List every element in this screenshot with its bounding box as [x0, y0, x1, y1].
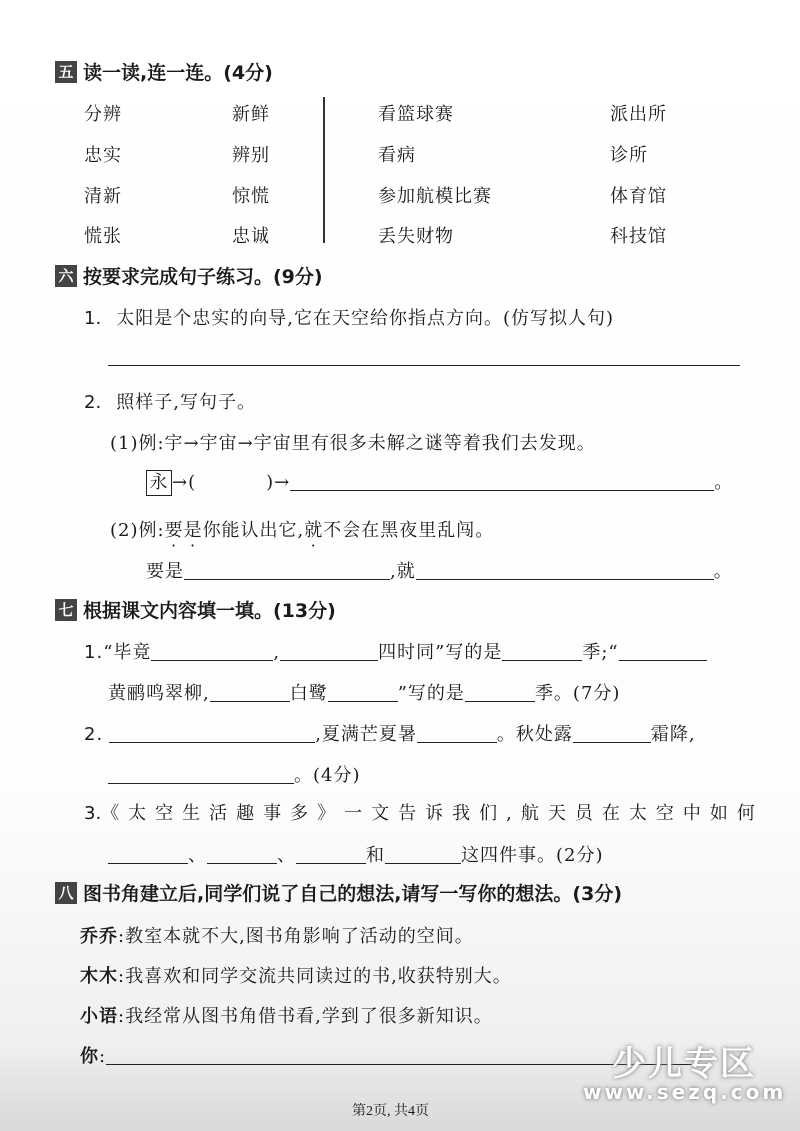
s8-name-qiaoqiao: 乔乔: [80, 926, 118, 947]
s6-ex2-blank-1[interactable]: [184, 561, 390, 580]
s7-q3-blank-3[interactable]: [296, 845, 366, 864]
s6-ex2-dotted-shi: 是: [183, 520, 203, 541]
s7-q1-text-d: 季;“: [582, 642, 619, 663]
s7-q2-text-a: ,夏满芒夏暑: [315, 724, 417, 745]
section-8-title: 图书角建立后,同学们说了自己的想法,请写一写你的想法。(3分): [83, 883, 623, 905]
s8-text-mumu: :我喜欢和同学交流共同读过的书,收获特别大。: [118, 966, 512, 987]
match-right-1[interactable]: 新鲜: [232, 104, 270, 125]
s6-ex2-prefix: (2)例:: [110, 520, 165, 541]
s7-q1-line-2: [108, 679, 620, 705]
s7-q1-number: 1.: [84, 642, 104, 663]
s7-q1-comma: ,: [273, 642, 281, 663]
match-left-1[interactable]: 分辨: [84, 104, 122, 125]
s6-q1-number: 1.: [84, 308, 102, 329]
match-place-2[interactable]: 诊所: [610, 145, 648, 166]
s8-opinion-mumu: [80, 962, 512, 988]
section-5-number-box: 五: [55, 61, 77, 83]
watermark-url: www.sezq.com: [583, 1080, 787, 1104]
s7-q1-blank-3[interactable]: [502, 642, 582, 661]
section-7-number-box: 七: [55, 599, 77, 621]
s8-name-mumu: 木木: [80, 966, 118, 987]
section-5-heading: [55, 58, 273, 85]
s6-q1-answer-line[interactable]: [108, 365, 740, 366]
s7-q2-blank-4[interactable]: [108, 765, 294, 784]
s6-ex2-jiu: ,就: [390, 561, 416, 582]
match-right-3[interactable]: 惊慌: [232, 186, 270, 207]
s7-q2-text-b: 。秋处露: [496, 724, 573, 745]
s8-colon-you: :: [99, 1046, 107, 1067]
s8-name-you: 你: [80, 1046, 99, 1067]
s7-q2-blank-3[interactable]: [573, 724, 651, 743]
s6-ex2-end: 不会在黑夜里乱闯。: [323, 520, 495, 541]
s6-q2-number: 2.: [84, 392, 102, 413]
section-7-title: 根据课文内容填一填。(13分): [83, 600, 336, 622]
match-activity-3[interactable]: 参加航模比赛: [378, 186, 492, 207]
section-6-title: 按要求完成句子练习。(9分): [83, 266, 323, 288]
s6-ex2-blank-2[interactable]: [416, 561, 714, 580]
section-5-title: 读一读,连一连。(4分): [83, 62, 273, 84]
s6-ex2-period: 。: [713, 561, 733, 582]
s6-ex2-yaoshi: 要是: [146, 561, 184, 582]
s7-q1-text-h: 季。(7分): [534, 683, 621, 704]
arrow-paren-close: )→: [266, 472, 291, 493]
s7-q1-blank-1[interactable]: [151, 642, 273, 661]
s7-q3-sep-1: 、: [188, 845, 207, 866]
s7-q2-blank-1[interactable]: [109, 724, 315, 743]
match-left-4[interactable]: 慌张: [84, 226, 122, 247]
s7-q2-text-d: 。(4分): [294, 765, 361, 786]
s7-q1-text-g: ”写的是: [397, 683, 465, 704]
match-left-3[interactable]: 清新: [84, 186, 122, 207]
s7-q1-text-e: 黄鹂鸣翠柳,: [108, 683, 210, 704]
s7-q2-number: 2.: [84, 724, 104, 745]
char-box-yong: 永: [146, 470, 172, 496]
page-footer: 第2页, 共4页: [352, 1104, 429, 1119]
s8-text-xiaoyu: :我经常从图书角借书看,学到了很多新知识。: [118, 1006, 493, 1027]
s7-q1-text-c: 四时同”写的是: [378, 642, 503, 663]
s7-q1-blank-5[interactable]: [210, 683, 290, 702]
s6-question-2: [84, 388, 256, 414]
s7-q1-text-a: “毕竟: [103, 642, 152, 663]
match-place-1[interactable]: 派出所: [610, 104, 667, 125]
s6-example-1: (1)例:宇→宇宙→宇宙里有很多未解之谜等着我们去发现。: [110, 433, 596, 454]
match-activity-4[interactable]: 丢失财物: [378, 226, 454, 247]
s7-q3-and: 和: [366, 845, 385, 866]
match-right-2[interactable]: 辨别: [232, 145, 270, 166]
match-place-4[interactable]: 科技馆: [610, 226, 667, 247]
s8-name-xiaoyu: 小语: [80, 1006, 118, 1027]
match-activity-1[interactable]: 看篮球赛: [378, 104, 454, 125]
s7-q1-blank-7[interactable]: [465, 683, 535, 702]
section-6-number-box: 六: [55, 265, 77, 287]
section-7-heading: [55, 596, 336, 623]
s7-q2-line-2: [108, 761, 361, 787]
s6-exercise-2-row: [146, 557, 733, 583]
column-divider: [323, 97, 325, 243]
s6-ex2-middle: 你能认出它,: [202, 520, 305, 541]
match-activity-2[interactable]: 看病: [378, 145, 416, 166]
section-8-number-box: 八: [55, 882, 77, 904]
s7-q2-blank-2[interactable]: [417, 724, 497, 743]
s7-q1-blank-6[interactable]: [328, 683, 398, 702]
s7-q1-line-1: [84, 638, 707, 664]
s7-q3-line-2: [108, 841, 604, 867]
section-8-heading: [55, 879, 622, 906]
s8-opinion-xiaoyu: [80, 1002, 493, 1028]
s7-q3-blank-2[interactable]: [207, 845, 277, 864]
s6-ex2-dotted-yao: 要: [164, 520, 184, 541]
match-right-4[interactable]: 忠诚: [232, 226, 270, 247]
s7-q3-blank-1[interactable]: [108, 845, 188, 864]
s7-q3-number: 3.: [84, 803, 102, 824]
s7-q1-text-f: 白鹭: [289, 683, 328, 704]
s6-example-2: [110, 516, 494, 542]
s6-ex1-period: 。: [714, 472, 734, 493]
watermark-logo: 少儿专区: [612, 1044, 756, 1084]
s7-q1-blank-2[interactable]: [280, 642, 378, 661]
s6-q2-text: 照样子,写句子。: [116, 392, 257, 413]
s7-q3-text: 《太空生活趣事多》一文告诉我们,航天员在太空中如何: [101, 803, 764, 824]
s6-ex1-blank-sentence[interactable]: [290, 472, 714, 491]
section-6-heading: [55, 262, 323, 289]
s7-q3-line-1: [84, 799, 764, 825]
match-place-3[interactable]: 体育馆: [610, 186, 667, 207]
s7-q3-sep-2: 、: [277, 845, 296, 866]
arrow-paren-open: →(: [172, 472, 197, 493]
s6-ex2-dotted-jiu: 就: [304, 520, 324, 541]
match-left-2[interactable]: 忠实: [84, 145, 122, 166]
s7-q1-blank-4[interactable]: [619, 642, 707, 661]
s8-opinion-qiaoqiao: [80, 922, 474, 948]
s7-q3-blank-4[interactable]: [385, 845, 461, 864]
s6-ex1-blank-word[interactable]: [196, 473, 266, 491]
s8-text-qiaoqiao: :教室本就不大,图书角影响了活动的空间。: [118, 926, 474, 947]
s7-q3-end: 这四件事。(2分): [461, 845, 604, 866]
s7-q2-line-1: [84, 720, 696, 746]
s6-q1-text: 太阳是个忠实的向导,它在天空给你指点方向。(仿写拟人句): [116, 308, 615, 329]
s6-exercise-1-row: [146, 468, 733, 496]
s7-q2-text-c: 霜降,: [650, 724, 696, 745]
s6-question-1: [84, 304, 614, 330]
